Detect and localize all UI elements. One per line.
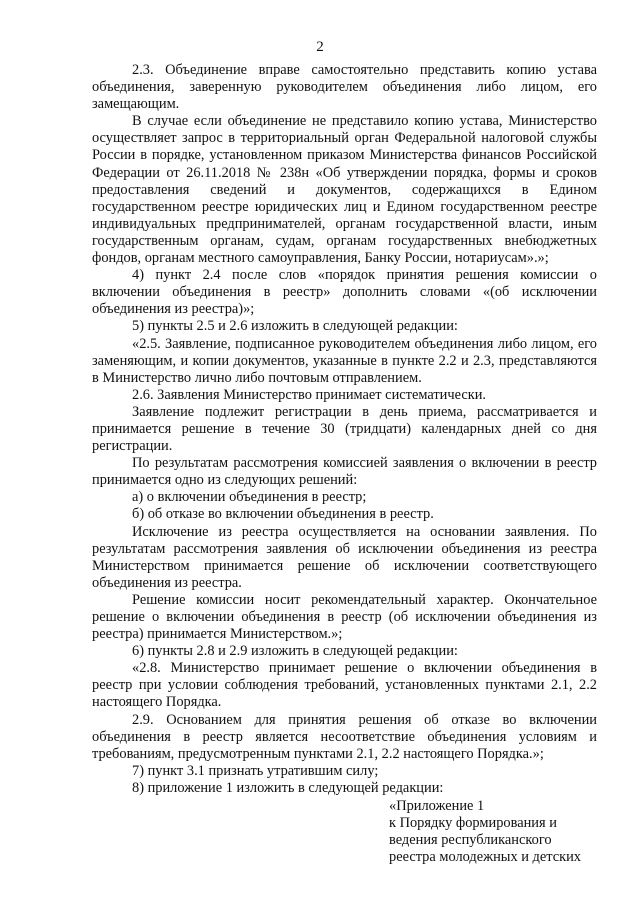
paragraph-2-3: 2.3. Объединение вправе самостоятельно представить копию устава объединения, заверенную руководителем объединения либо лицом, его замещающим. [92,62,597,113]
paragraph-option-a: а) о включении объединения в реестр; [132,489,367,506]
paragraph-2-8: «2.8. Министерство принимает решение о включении объединения в реестр при условии соблюдения требований, установленных пунктами 2.1, 2.2 настоящего Порядка. [92,660,597,711]
document-body [92,62,597,866]
paragraph-exclusion: Исключение из реестра осуществляется на основании заявления. По результатам рассмотрения заявления об исключении объединения из реестра Министерством принимается решение об исключении соответствующего объединения из реестра. [92,523,597,591]
paragraph-2-5: «2.5. Заявление, подписанное руководителем объединения либо лицом, его заменяющим, и копии документов, указанные в пункте 2.2 и 2.3, представляются в Министерство лично либо почтовым отправлением. [92,335,597,386]
appendix-line: к Порядку формирования и [389,815,557,832]
paragraph-registration: Заявление подлежит регистрации в день приема, рассматривается и принимается решение в течение 30 (тридцати) календарных дней со дня регистрации. [92,403,597,455]
appendix-line: «Приложение 1 [389,798,485,815]
page-number: 2 [316,39,324,55]
paragraph-item-8: 8) приложение 1 изложить в следующей редакции: [132,779,444,796]
paragraph-option-b: б) об отказе во включении объединения в реестр. [132,506,434,523]
paragraph-item-5: 5) пункты 2.5 и 2.6 изложить в следующей редакции: [132,318,458,335]
appendix-line: ведения республиканского [389,832,552,849]
paragraph-2-6: 2.6. Заявления Министерство принимает систематически. [132,386,487,403]
paragraph-item-6: 6) пункты 2.8 и 2.9 изложить в следующей редакции: [132,643,458,660]
paragraph-ustav-request: В случае если объединение не представило копию устава, Министерство осуществляет запрос в территориальный орган Федеральной налоговой службы России в порядке, установленном приказом Министерства финансов Российской Федерации от 26.11.2018 № 238н «Об утверждении порядка, формы и сроков предоставления сведений и документов, содержащихся в Едином государственном реестре юридических лиц и Едином государственном реестре индивидуальных предпринимателей, органам государственной власти, иным государственным органам, судам, органам государственных внебюджетных фондов, органам местного самоуправления, Банку России, нотариусам».»; [92,113,597,267]
paragraph-commission-results: По результатам рассмотрения комиссией заявления о включении в реестр принимается одно из следующих решений: [92,455,597,489]
appendix-line: реестра молодежных и детских [389,849,581,866]
paragraph-item-7: 7) пункт 3.1 признать утратившим силу; [132,762,379,779]
paragraph-item-4: 4) пункт 2.4 после слов «порядок принятия решения комиссии о включении объединения в реестр» дополнить словами «(об исключении объединения из реестра)»; [92,267,597,318]
appendix-heading [389,798,599,866]
paragraph-commission-decision: Решение комиссии носит рекомендательный характер. Окончательное решение о включении объединения в реестр (об исключении объединения из реестра) принимается Министерством.»; [92,591,597,643]
paragraph-2-9: 2.9. Основанием для принятия решения об отказе во включении объединения в реестр является несоответствие объединения условиям и требованиям, предусмотренным пунктами 2.1, 2.2 настоящего Порядка.»; [92,711,597,762]
